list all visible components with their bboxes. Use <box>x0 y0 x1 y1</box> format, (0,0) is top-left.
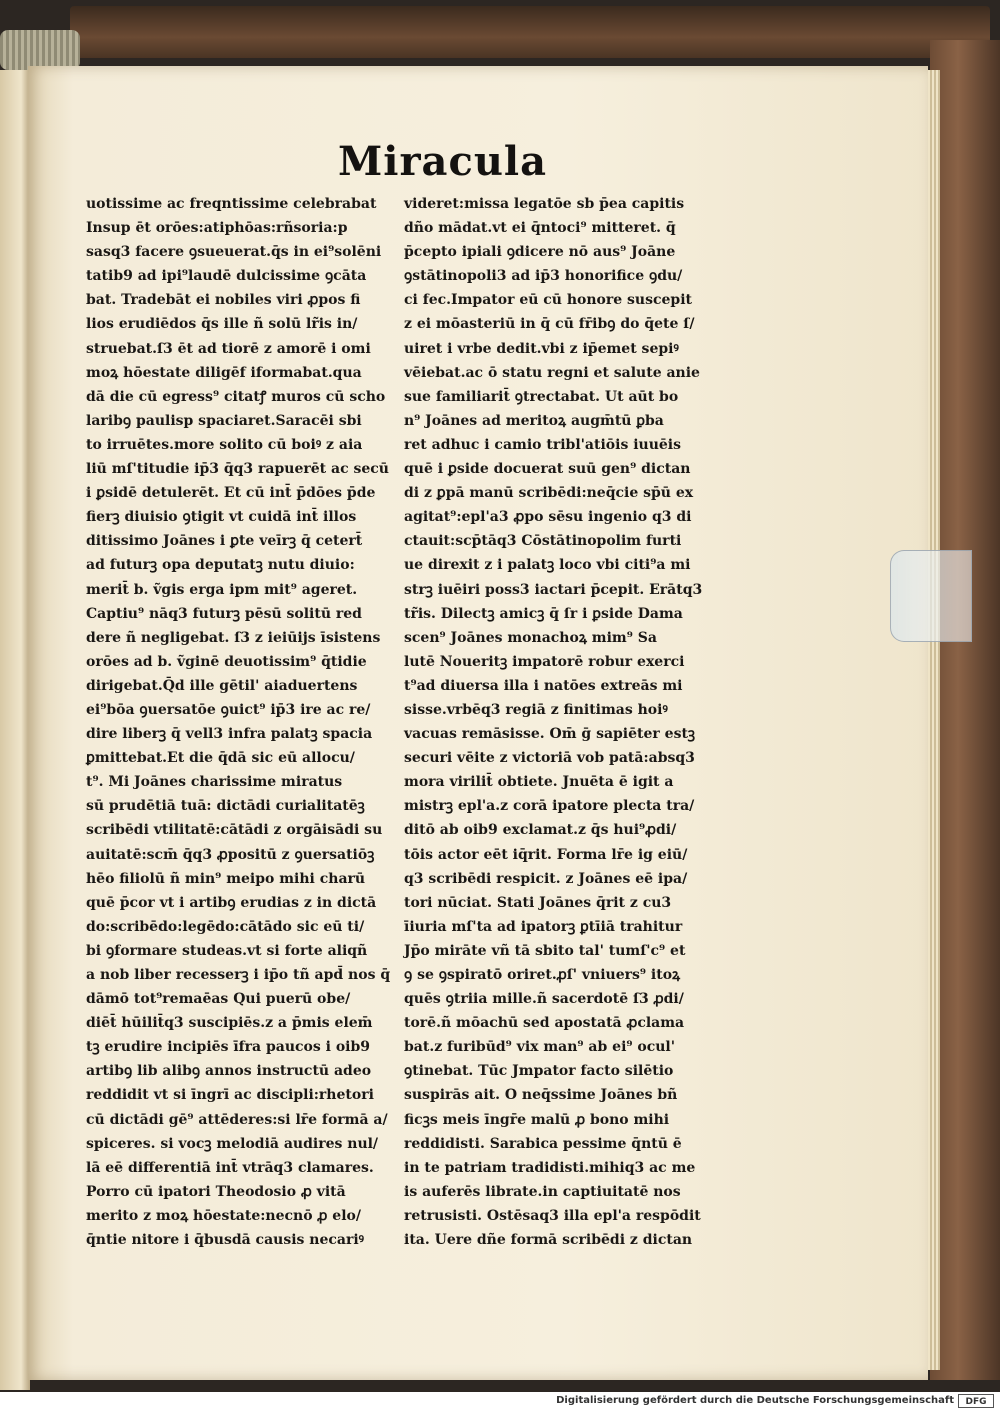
text-line: Captiu⁹ nāq3 futurꝫ pēsū solitū red <box>86 605 362 622</box>
text-line: bat.z furibūd⁹ vix man⁹ ab ei⁹ ocul' <box>404 1039 676 1056</box>
text-line: agitat⁹:epl'a3 ꝓpo sēsu ingenio q3 di <box>404 509 692 526</box>
text-line: sisse.vrbēq3 regiā z finitimas hoiꝰ <box>404 701 668 718</box>
text-line: mistrꝫ epl'a.z corā ipatore plecta tra/ <box>404 798 695 815</box>
text-line: merit̄ b. ṽgis erga ipm mit⁹ ageret. <box>86 581 358 598</box>
text-line: suspirās ait. O neq̄ssime Joānes bñ <box>404 1087 678 1104</box>
binding-ribbon <box>0 30 80 70</box>
text-line: bat. Tradebāt ei nobiles viri ꝓpos fi <box>86 292 361 309</box>
text-line: to irruētes.more solito cū boiꝰ z aia <box>86 436 363 453</box>
text-line: scribēdi vtilitatē:cātādi z orgāisādi su <box>86 822 383 839</box>
text-line: dire liberꝫ q̄ vell3 infra palatꝫ spacia <box>86 726 373 743</box>
text-line: videret:missa legatōe sb p̄ea capitis <box>404 196 685 212</box>
text-line: ci fec.Impator eū cū honore suscepit <box>404 292 692 309</box>
text-line: ꝯ se ꝯspiratō oriret.ꝓſ' vniuers⁹ itoꝝ <box>404 967 681 983</box>
text-line: spiceres. si vocꝫ melodiā audires nul/ <box>86 1135 379 1152</box>
text-line: bi ꝯformare studeas.vt si forte aliqñ <box>86 942 368 959</box>
text-line: dā die cū egress⁹ citatꝭ muros cū scho <box>86 388 386 405</box>
text-line: torē.ñ mōachū sed apostatā ꝓclama <box>404 1015 685 1032</box>
text-line: īiuria mſ'ta ad ipatorꝫ ꝑtīiā trahitur <box>404 918 683 935</box>
text-column-left <box>86 192 408 1249</box>
text-line: Jp̄o mirāte vñ tā sbito tal' tumſ'c⁹ et <box>404 942 686 959</box>
text-line: reddidit vt si īngrī ac discipli:rhetori <box>86 1087 374 1104</box>
text-line: lā eē differentiā int̄ vtrāq3 clamares. <box>86 1159 374 1176</box>
text-line: ditō ab oib9 exclamat.z q̄s hui⁹ꝓdi/ <box>404 822 677 839</box>
text-line: scen⁹ Joānes monachoꝝ mim⁹ Sa <box>404 629 657 646</box>
text-line: ei⁹bōa ꝯuersatōe ꝯuict⁹ ip̄3 ire ac re/ <box>86 701 371 718</box>
verso-page-edge <box>0 70 30 1390</box>
page-clip <box>890 550 972 642</box>
text-line: ctauit:scp̄tāq3 Cōstātinopolim furti <box>404 533 682 550</box>
text-line: vacuas remāsisse. Om̄ ḡ sapiēter estꝫ <box>404 726 696 743</box>
text-line: ue direxit z i palatꝫ loco vbi citi⁹a mi <box>404 557 691 574</box>
text-line: uotissime ac freqntissime celebrabat <box>86 196 377 212</box>
text-line: n⁹ Joānes ad meritoꝝ augm̄tū ꝑba <box>404 412 664 429</box>
text-line: diēt̄ hūilit̄q3 suscipiēs.z a p̄mis elem̄ <box>86 1015 373 1032</box>
text-line: ꝑmittebat.Et die q̄dā sic eū allocu/ <box>86 750 355 767</box>
text-line: sue familiarit̄ ꝯtrectabat. Ut aūt bo <box>404 388 679 405</box>
text-line: ꝯtinebat. Tūc Jmpator facto silētio <box>404 1063 674 1080</box>
text-line: tōis actor eēt iq̄rit. Forma lr̄e ig eiū/ <box>404 846 688 863</box>
text-line: uiret i vrbe dedit.vbi z ip̄emet sepiꝰ <box>404 340 679 357</box>
text-line: dāmō tot⁹remaēas Qui puerū obe/ <box>86 991 351 1008</box>
text-line: tꝫ erudire incipiēs īfra paucos i oib9 <box>86 1039 371 1056</box>
text-line: t⁹. Mi Joānes charissime miratus <box>86 774 343 791</box>
text-line: p̄cepto ipiali ꝯdicere nō aus⁹ Joāne <box>404 244 676 261</box>
text-line: lios erudiēdos q̄s ille ñ solū lr̃is in/ <box>86 316 358 333</box>
text-line: moꝝ hōestate diligēf iformabat.qua <box>86 364 362 381</box>
text-line: retrusisti. Ostēsaq3 illa epl'a respōdit <box>404 1207 701 1224</box>
text-line: ditissimo Joānes i ꝑte veīrꝫ q̄ cetert̄ <box>86 533 363 550</box>
text-line: dere ñ negligebat. ſ3 z ieiūijs īsistens <box>86 629 381 646</box>
text-line: q̄ntie nitore i q̄busdā causis necariꝰ <box>86 1232 365 1249</box>
text-line: sū prudētiā tuā: dictādi curialitatēꝫ <box>86 798 365 815</box>
text-line: mora virilit̄ obtiete. Jnuēta ē igit a <box>404 774 674 791</box>
text-line: reddidisti. Sarabica pessime q̄ntū ē <box>404 1135 682 1152</box>
text-line: quēs ꝯtriia mille.ñ sacerdotē ſ3 ꝓdi/ <box>404 991 684 1008</box>
text-line: laribꝯ paulisp spaciaret.Saracēi sbi <box>86 412 362 429</box>
text-line: ita. Uere dñe formā scribēdi z dictan <box>404 1232 693 1249</box>
text-line: fierꝫ diuisio ꝯtigit vt cuidā int̄ illos <box>86 509 357 526</box>
text-line: artibꝯ lib alibꝯ annos instructū adeo <box>86 1063 372 1080</box>
leather-binding-top <box>70 6 990 58</box>
text-line: tatib9 ad ipi⁹laudē dulcissime ꝯcāta <box>86 268 367 285</box>
text-line: do:scribēdo:legēdo:cātādo sic eū ti/ <box>86 918 365 935</box>
page-heading: Miracula <box>338 138 548 185</box>
text-line: Porro cū ipatori Theodosio ꝓ vitā <box>86 1183 346 1200</box>
text-line: securi vēite z victoriā vob patā:absq3 <box>404 750 695 767</box>
text-line: quē p̄cor vt i artibꝯ erudias z in dictā <box>86 894 377 911</box>
text-line: hēo filiolū ñ min⁹ meipo mihi charū <box>86 870 366 887</box>
text-line: cū dictādi gē⁹ attēderes:si lr̄e formā a/ <box>86 1111 388 1128</box>
text-line: merito z moꝝ hōestate:necnō ꝓ elo/ <box>86 1207 361 1224</box>
text-line: i ꝑsidē detulerēt. Et cū int̄ p̄dōes p̄de <box>86 485 376 502</box>
text-line: ad futurꝫ opa deputatꝫ nutu diuio: <box>86 557 355 574</box>
text-line: t⁹ad diuersa illa i natōes extreās mi <box>404 677 683 694</box>
text-line: Insup ēt orōes:atiphōas:rñsoria:p <box>86 220 348 237</box>
text-line: lutē Noueritꝫ impatorē robur exerci <box>404 653 685 670</box>
text-line: ꝯstātinopoli3 ad ip̄3 honorifice ꝯdu/ <box>404 268 683 285</box>
text-line: a nob liber recesserꝫ i ip̄o tñ apd̄ nos q̄ <box>86 967 391 983</box>
text-line: dño mādat.vt ei q̄ntoci⁹ mitteret. q̄ <box>404 220 676 237</box>
text-line: struebat.ſ3 ēt ad tiorē z amorē i omi <box>86 340 371 357</box>
text-column-right <box>404 192 726 1249</box>
text-line: dirigebat.Q̄d ille gētil' aiaduertens <box>86 677 358 694</box>
text-line: auitatē:scm̄ q̄q3 ꝓpositū z ꝯuersatiōꝫ <box>86 846 375 863</box>
text-line: q3 scribēdi respicit. z Joānes eē ipa/ <box>404 870 688 887</box>
text-line: vēiebat.ac ō statu regni et salute anie <box>404 364 700 381</box>
text-line: quē i ꝑside docuerat suū gen⁹ dictan <box>404 461 691 478</box>
text-line: is auferēs librate.in captiuitatē nos <box>404 1183 681 1200</box>
footer-banner <box>0 1392 1000 1411</box>
text-line: tori nūciat. Stati Joānes q̄rit z cu3 <box>404 894 672 911</box>
text-line: di z ꝑpā manū scribēdi:neq̄cie sp̄ū ex <box>404 485 694 502</box>
text-line: orōes ad b. ṽginē deuotissim⁹ q̄tidie <box>86 653 367 670</box>
text-line: liū mſ'titudie ip̄3 q̄q3 rapuerēt ac secū <box>86 461 389 478</box>
text-line: in te patriam tradidisti.mihiq3 ac me <box>404 1159 696 1176</box>
dfg-logo-icon: DFG <box>958 1394 994 1408</box>
text-line: z ei mōasteriū in q̄ cū fr̄ibꝯ do q̄ete ſ/ <box>404 316 695 333</box>
text-line: ret adhuc i camio tribl'atiōis iuuēis <box>404 436 681 453</box>
text-line: strꝫ iuēiri poss3 iactari p̄cepit. Erātq3 <box>404 581 703 598</box>
text-line: tr̃is. Dilectꝫ amicꝫ q̄ ſr i ꝑside Dama <box>404 605 683 622</box>
leather-binding-right <box>930 40 1000 1380</box>
text-line: sasq3 facere ꝯsueuerat.q̄s in ei⁹solēni <box>86 244 382 261</box>
text-line: ficꝫs meis īngr̄e malū ꝓ bono mihi <box>404 1111 670 1128</box>
funding-credit: Digitalisierung gefördert durch die Deutsche Forschungsgemeinschaft <box>556 1395 954 1406</box>
